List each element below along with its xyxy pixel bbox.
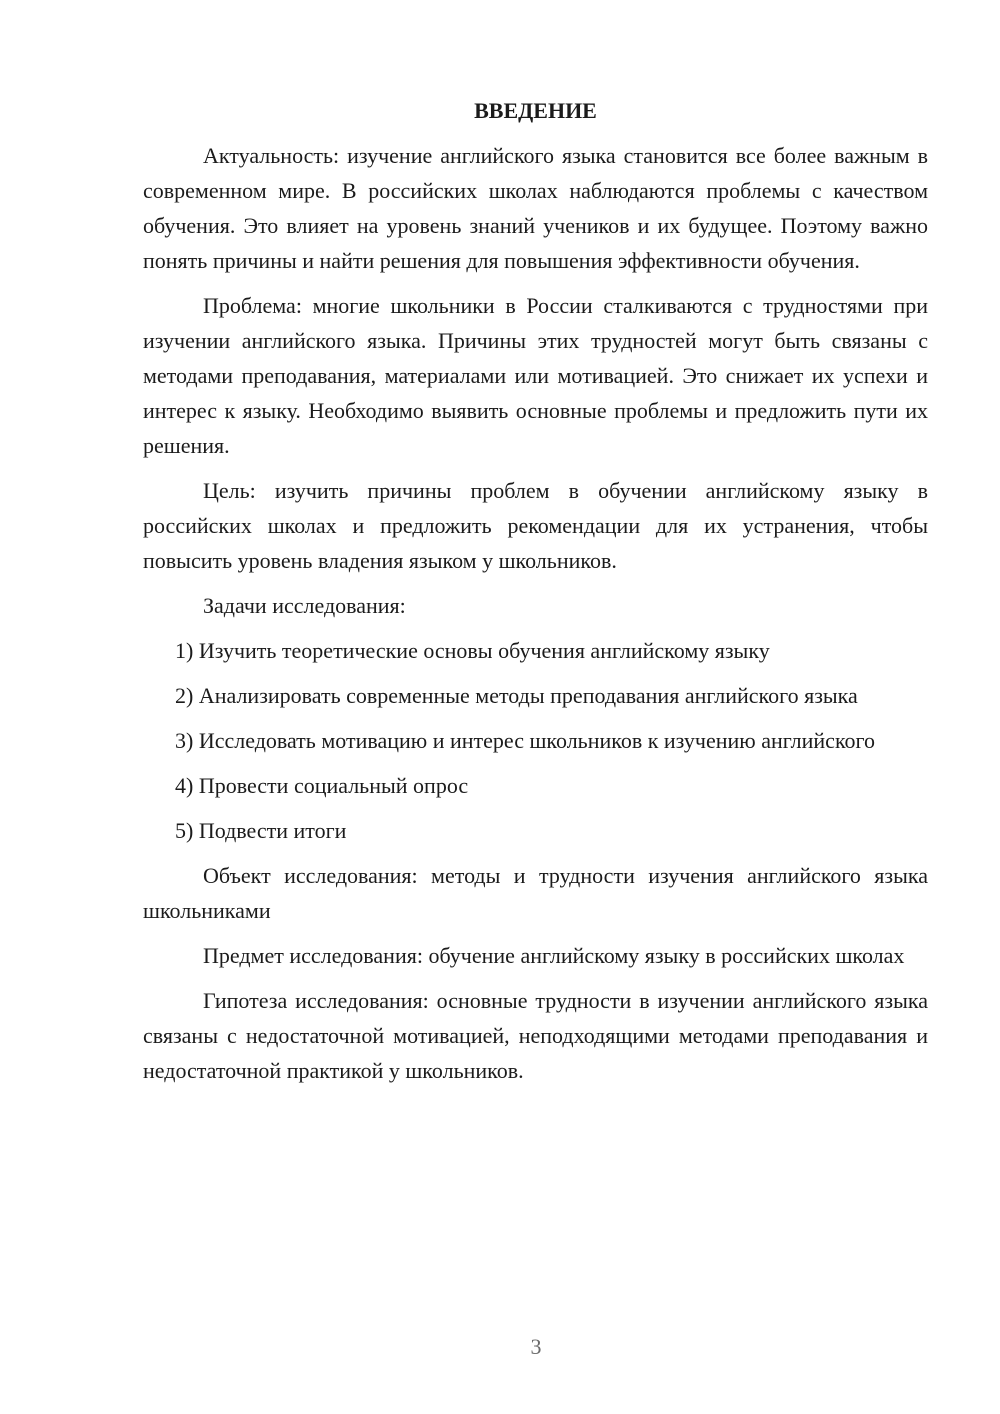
section-title: ВВЕДЕНИЕ xyxy=(474,98,597,123)
document-body xyxy=(143,95,928,1098)
research-subject-paragraph: Предмет исследования: обучение английскому языку в российских школах xyxy=(203,943,905,968)
task-item: 3) Исследовать мотивацию и интерес школьников к изучению английского xyxy=(175,728,875,753)
page-number: 3 xyxy=(530,1334,542,1359)
task-item: 4) Провести социальный опрос xyxy=(175,773,469,798)
problem-paragraph: Проблема: многие школьники в России сталкиваются с трудностями при изучении английского языка. Причины этих трудностей могут быть связаны с методами преподавания, материалами или мотивацией. Это снижает их успехи и интерес к языку. Необходимо выявить основные проблемы и предложить пути их решения. xyxy=(143,293,928,458)
task-item: 5) Подвести итоги xyxy=(175,818,347,843)
task-item: 1) Изучить теоретические основы обучения английскому языку xyxy=(175,638,770,663)
task-item: 2) Анализировать современные методы преподавания английского языка xyxy=(175,683,858,708)
research-object-paragraph: Объект исследования: методы и трудности изучения английского языка школьниками xyxy=(143,863,928,923)
hypothesis-paragraph: Гипотеза исследования: основные трудности в изучении английского языка связаны с недостаточной мотивацией, неподходящими методами преподавания и недостаточной практикой у школьников. xyxy=(143,988,928,1083)
goal-paragraph: Цель: изучить причины проблем в обучении английскому языку в российских школах и предложить рекомендации для их устранения, чтобы повысить уровень владения языком у школьников. xyxy=(143,478,928,573)
relevance-paragraph: Актуальность: изучение английского языка становится все более важным в современном мире. В российских школах наблюдаются проблемы с качеством обучения. Это влияет на уровень знаний учеников и их будущее. Поэтому важно понять причины и найти решения для повышения эффективности обучения. xyxy=(143,143,928,273)
tasks-heading: Задачи исследования: xyxy=(203,593,406,618)
